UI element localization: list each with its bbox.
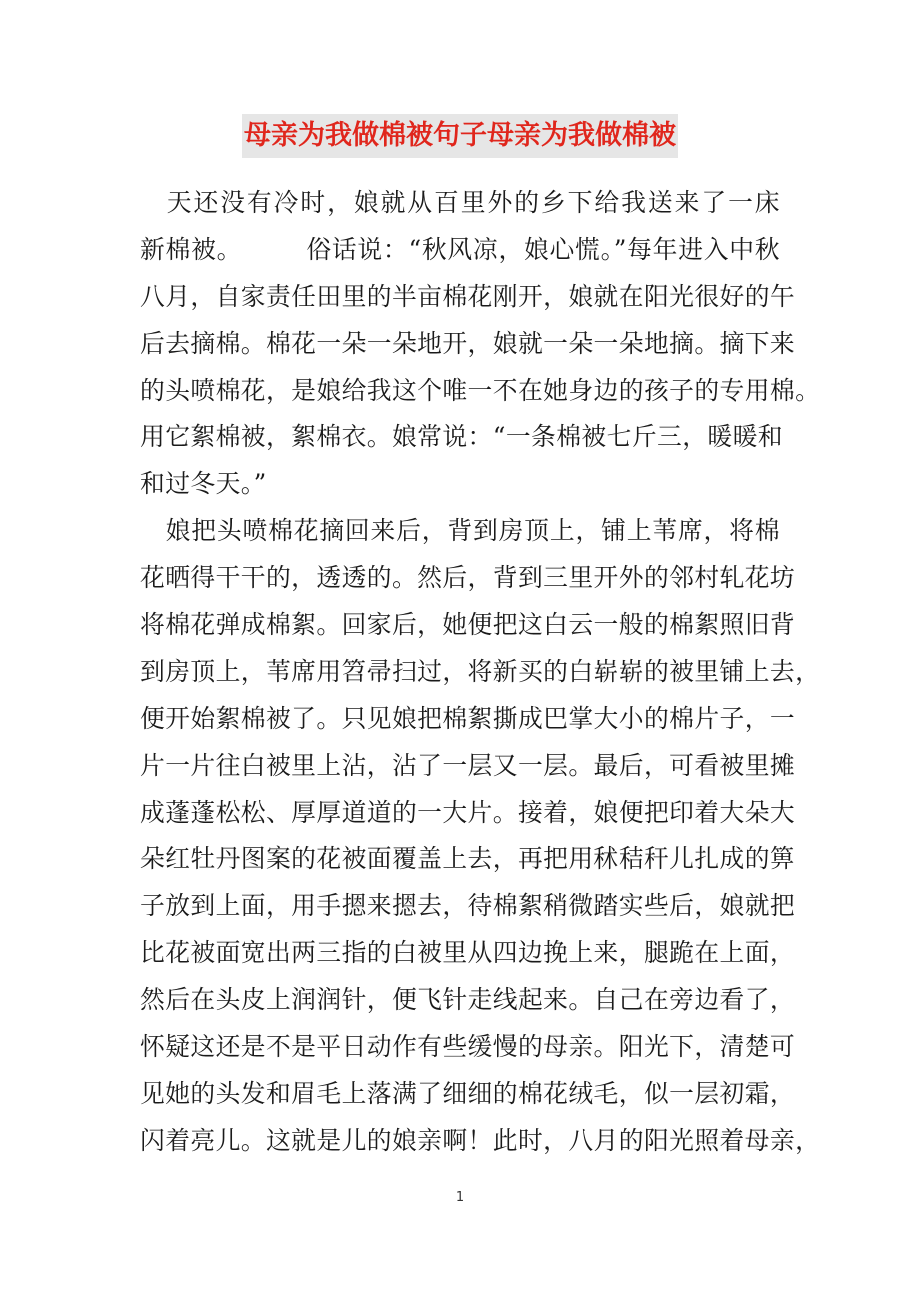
text-line: 娘把头喷棉花摘回来后，背到房顶上，铺上苇席，将棉 <box>140 516 780 546</box>
text-line: 然后在头皮上润润针，便飞针走线起来。自己在旁边看了， <box>140 985 796 1015</box>
text-line: 花晒得干干的，透透的。然后，背到三里开外的邻村轧花坊 <box>140 563 796 593</box>
page-number: 1 <box>455 1190 465 1205</box>
text-line: 后去摘棉。棉花一朵一朵地开，娘就一朵一朵地摘。摘下来 <box>140 328 796 358</box>
text-line: 闪着亮儿。这就是儿的娘亲啊！此时，八月的阳光照着母亲， <box>140 1125 821 1155</box>
text-line: 见她的头发和眉毛上落满了细细的棉花绒毛，似一层初霜， <box>140 1078 796 1108</box>
text-line: 到房顶上，苇席用笤帚扫过，将新买的白崭崭的被里铺上去， <box>140 656 821 686</box>
text-line: 比花被面宽出两三指的白被里从四边挽上来，腿跪在上面， <box>140 938 796 968</box>
text-line: 子放到上面，用手摁来摁去，待棉絮稍微踏实些后，娘就把 <box>140 891 796 921</box>
text-line: 将棉花弹成棉絮。回家后，她便把这白云一般的棉絮照旧背 <box>140 610 796 640</box>
text-line: 天还没有冷时，娘就从百里外的乡下给我送来了一床 <box>140 188 780 217</box>
text-line: 朵红牡丹图案的花被面覆盖上去，再把用秫秸秆儿扎成的箅 <box>140 844 796 874</box>
text-line: 片一片往白被里上沾，沾了一层又一层。最后，可看被里摊 <box>140 750 796 780</box>
text-line: 八月，自家责任田里的半亩棉花刚开，娘就在阳光很好的午 <box>140 281 796 311</box>
text-line: 新棉被。 俗话说：“秋风凉，娘心慌。”每年进入中秋 <box>140 234 780 264</box>
text-line: 怀疑这还是不是平日动作有些缓慢的母亲。阳光下，清楚可 <box>140 1032 796 1062</box>
text-line: 用它絮棉被，絮棉衣。娘常说：“一条棉被七斤三，暖暖和 <box>140 422 784 452</box>
title-container <box>0 114 920 158</box>
document-title: 母亲为我做棉被句子母亲为我做棉被 <box>242 114 678 158</box>
text-line: 成蓬蓬松松、厚厚道道的一大片。接着，娘便把印着大朵大 <box>140 797 796 827</box>
text-line: 便开始絮棉被了。只见娘把棉絮撕成巴掌大小的棉片子，一 <box>140 703 796 733</box>
text-line: 和过冬天。” <box>140 469 267 499</box>
body-text <box>140 180 821 1165</box>
text-line: 的头喷棉花，是娘给我这个唯一不在她身边的孩子的专用棉。 <box>140 375 821 405</box>
